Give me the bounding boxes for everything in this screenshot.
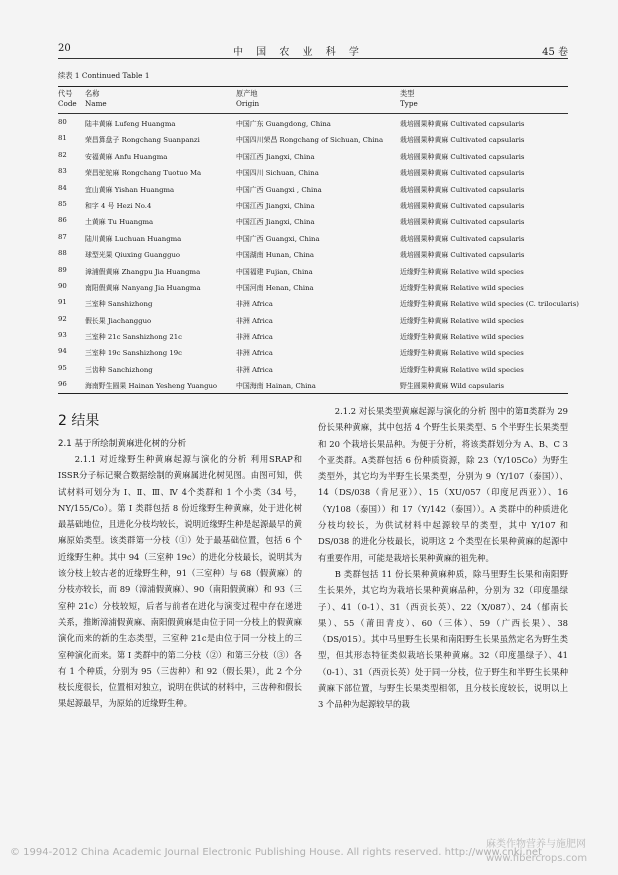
cell-name: 球型光果 Qiuxing Guangguo xyxy=(85,251,181,260)
cell-origin: 中国广西 Guangxi , China xyxy=(236,185,322,194)
cell-name: 和字 4 号 Hezi No.4 xyxy=(85,201,152,210)
column-header-name: 名称 Name xyxy=(85,89,107,108)
cell-code: 95 xyxy=(58,363,67,372)
table-row xyxy=(58,180,568,196)
volume-label: 45 卷 xyxy=(542,47,568,58)
cell-origin: 非洲 Africa xyxy=(236,349,273,358)
cell-type: 栽培圆果种黄麻 Cultivated capsularis xyxy=(400,152,525,161)
cell-code: 82 xyxy=(58,150,67,159)
table-row xyxy=(58,130,568,146)
copyright-footer: © 1994-2012 China Academic Journal Electronic Publishing House. All rights reserved. http://www.cnki.net xyxy=(10,847,542,858)
section-heading: 2 结果 xyxy=(58,413,100,429)
table-caption: 续表 1 Continued Table 1 xyxy=(58,71,150,80)
table-row xyxy=(58,229,568,245)
left-column xyxy=(58,451,302,712)
cell-type: 栽培圆果种黄麻 Cultivated capsularis xyxy=(400,120,525,128)
cell-origin: 中国广东 Guangdong, China xyxy=(236,120,331,128)
cell-name: 土黄麻 Tu Huangma xyxy=(85,218,154,227)
cell-type: 近缘野生种黄麻 Relative wild species xyxy=(400,283,524,292)
cell-name: 三室种 21c Sanshizhong 21c xyxy=(85,333,183,342)
table-row xyxy=(58,262,568,278)
cell-code: 91 xyxy=(58,298,67,307)
cell-type: 近缘野生种黄麻 Relative wild species xyxy=(400,365,524,374)
watermark-line: www.fibercrops.com xyxy=(486,853,588,864)
cell-code: 88 xyxy=(58,249,67,258)
germplasm-table xyxy=(58,86,579,394)
right-column xyxy=(318,403,568,713)
page-number: 20 xyxy=(58,43,71,54)
subsection-heading: 2.1 基于所绘制黄麻进化树的分析 xyxy=(58,439,187,449)
table-row xyxy=(58,278,568,294)
cell-origin: 非洲 Africa xyxy=(236,365,273,374)
cell-name: 三齿种 Sanchizhong xyxy=(85,365,153,374)
cell-code: 90 xyxy=(58,281,67,290)
table-row xyxy=(58,147,568,163)
cell-origin: 中国福建 Fujian, China xyxy=(236,267,313,276)
column-header-code: 代号 Code xyxy=(58,89,77,108)
cell-name: 宜山黄麻 Yishan Huangma xyxy=(85,185,175,194)
cell-code: 96 xyxy=(58,380,67,389)
cell-type: 栽培圆果种黄麻 Cultivated capsularis xyxy=(400,136,525,145)
paragraph: 2.1.1 对近缘野生种黄麻起源与演化的分析 利用SRAP和ISSR分子标记聚合数据绘制的黄麻属进化树见图。由图可知，供试材料可划分为 Ⅰ、Ⅱ、Ⅲ、Ⅳ 4个类群和 1 个小类（34 号，NY/155/Co）。第 Ⅰ 类群包括 8 份近缘野生种黄麻，处于进化树最基础地位，且进化分枝均较长，说明近缘野生种是起源最早的黄麻原始类型。该类群第一分枝（①）处于最基础位置，包括 6 个近缘野生种。其中 94（三室种 19c）的进化分枝最长，说明其为该分枝上较古老的近缘野生种，91（三室种）与 68（假黄麻）的分枝亦较长，而 89（漳浦假黄麻）、90（南阳假黄麻）和 93（三室种 21c）分枝较短，后者与前者在进化与演变过程中存在递进关系，推断漳浦假黄麻、南阳假黄麻是由位于同一分枝上的假黄麻演化而来的新的生态类型，三室种 21c是由位于同一分枝上的三室种演化而来。第 Ⅰ 类群中的第二分枝（②）和第三分枝（③）各有 1 个种质，分别为 95（三齿种）和 92（假长果），此 2 个分枝长度很长，位置相对独立，说明在供试的材料中，三齿种和假长果起源最早，为原始的近缘野生种。 xyxy=(58,454,302,709)
paragraph: 2.1.2 对长果类型黄麻起源与演化的分析 图中的第Ⅱ类群为 29 份长果种黄麻，其中包括 4 个野生长果类型、5 个半野生长果类型和 20 个栽培长果品种。为便于分析，将该类群划分为 A、B、C 3 个亚类群。A类群包括 6 份种质资源，除 23（Y/105Co）为野生类型外，其它均为半野生长果类型，分别为 9（Y/107（泰国））、14（DS/038（肯尼亚））、15（XU/057（印度尼西亚））、16（Y/108（泰国））和 17（Y/142（泰国））。A 类群中的种质进化分枝均较长，为供试材料中起源较早的类型，其中 Y/107 和 DS/038 的进化分枝最长，说明这 2 个类型在长果种黄麻的起源中有重要作用，可能是栽培长果种黄麻的祖先种。 xyxy=(318,406,568,563)
cell-code: 86 xyxy=(58,216,67,225)
table-row xyxy=(58,294,579,310)
cell-code: 87 xyxy=(58,232,67,241)
cell-origin: 中国广西 Guangxi, China xyxy=(236,234,320,243)
cell-type: 近缘野生种黄麻 Relative wild species xyxy=(400,316,524,325)
table-header xyxy=(58,87,568,114)
table-body xyxy=(58,114,579,393)
cell-origin: 非洲 Africa xyxy=(236,333,273,342)
cell-code: 84 xyxy=(58,183,67,192)
table-row xyxy=(58,311,568,327)
cell-type: 近缘野生种黄麻 Relative wild species xyxy=(400,349,524,358)
cell-origin: 中国江西 Jiangxi, China xyxy=(236,201,315,210)
column-header-origin: 原产地 Origin xyxy=(236,89,260,108)
cell-code: 80 xyxy=(58,118,67,126)
cell-name: 荣昌算盘子 Rongchang Suanpanzi xyxy=(85,136,200,145)
cell-type: 栽培圆果种黄麻 Cultivated capsularis xyxy=(400,185,525,194)
cell-name: 安福黄麻 Anfu Huangma xyxy=(85,152,168,161)
cell-type: 野生圆果种黄麻 Wild capsularis xyxy=(400,382,505,391)
cell-origin: 中国湖南 Hunan, China xyxy=(236,251,315,260)
cell-type: 近缘野生种黄麻 Relative wild species xyxy=(400,333,524,342)
cell-name: 陆川黄麻 Luchuan Huangma xyxy=(85,234,182,243)
journal-title: 中 国 农 业 科 学 xyxy=(233,47,364,58)
cell-origin: 非洲 Africa xyxy=(236,316,273,325)
paragraph: B 类群包括 11 份长果种黄麻种质，除马里野生长果和南阳野生长果外，其它均为栽培长果种黄麻品种，分别为 32（印度墨绿子）、41（0-1）、31（西贡长英）、22（X/087）、24（郁南长果）、55（莆田青皮）、60（三体）、59（广西长果）、38（DS/015）。其中马里野生长果和南阳野生长果虽然定名为野生类型，但其形态特征类似栽培长果种黄麻。32（印度墨绿子）、41（0-1）、31（西贡长英）处于同一分枝，位于野生和半野生长果种黄麻下部位置，与野生长果类型相邻，且分枝长度较长，说明以上 3 个品种为起源较早的栽 xyxy=(318,568,568,710)
table-row xyxy=(58,114,568,130)
cell-origin: 中国四川 Sichuan, China xyxy=(236,169,319,178)
cell-origin: 中国海南 Hainan, China xyxy=(236,382,316,391)
cell-code: 89 xyxy=(58,265,67,274)
cell-type: 近缘野生种黄麻 Relative wild species (C. trilocularis) xyxy=(400,300,579,309)
table-row xyxy=(58,343,568,359)
cell-origin: 中国河南 Henan, China xyxy=(236,283,314,292)
table-bottom-rule xyxy=(58,393,568,394)
table-row xyxy=(58,327,568,343)
cell-origin: 中国江西 Jiangxi, China xyxy=(236,152,315,161)
cell-type: 栽培圆果种黄麻 Cultivated capsularis xyxy=(400,218,525,227)
table-row xyxy=(58,360,568,376)
watermark-line: 麻类作物营养与施肥网 xyxy=(486,839,586,850)
cell-type: 栽培圆果种黄麻 Cultivated capsularis xyxy=(400,251,525,260)
cell-origin: 非洲 Africa xyxy=(236,300,273,309)
table-row xyxy=(58,163,568,179)
cell-type: 近缘野生种黄麻 Relative wild species xyxy=(400,267,524,276)
cell-name: 漳浦假黄麻 Zhangpu Jia Huangma xyxy=(85,267,201,276)
cell-code: 85 xyxy=(58,199,67,208)
cell-name: 海南野生圆果 Hainan Yesheng Yuanguo xyxy=(85,382,218,391)
watermark xyxy=(486,838,587,866)
cell-name: 三室种 19c Sanshizhong 19c xyxy=(85,349,183,358)
column-header-type: 类型 Type xyxy=(400,89,418,108)
cell-name: 陆丰黄麻 Lufeng Huangma xyxy=(85,120,176,128)
cell-name: 三室种 Sanshizhong xyxy=(85,300,153,309)
cell-type: 栽培圆果种黄麻 Cultivated capsularis xyxy=(400,234,525,243)
table-row xyxy=(58,196,568,212)
header-rule xyxy=(58,58,568,59)
cell-code: 93 xyxy=(58,331,67,340)
cell-type: 栽培圆果种黄麻 Cultivated capsularis xyxy=(400,201,525,210)
cell-code: 83 xyxy=(58,167,67,176)
cell-name: 南阳假黄麻 Nanyang Jia Huangma xyxy=(85,283,201,292)
cell-code: 92 xyxy=(58,314,67,323)
cell-name: 假长果 Jiachangguo xyxy=(85,316,152,325)
cell-type: 栽培圆果种黄麻 Cultivated capsularis xyxy=(400,169,525,178)
table-row xyxy=(58,376,568,392)
cell-code: 94 xyxy=(58,347,67,356)
table-row xyxy=(58,212,568,228)
cell-code: 81 xyxy=(58,134,67,143)
cell-origin: 中国四川荣昌 Rongchang of Sichuan, China xyxy=(236,136,384,145)
table-row xyxy=(58,245,568,261)
cell-name: 荣昌驼驼麻 Rongchang Tuotuo Ma xyxy=(85,169,202,178)
cell-origin: 中国江西 Jiangxi, China xyxy=(236,218,315,227)
